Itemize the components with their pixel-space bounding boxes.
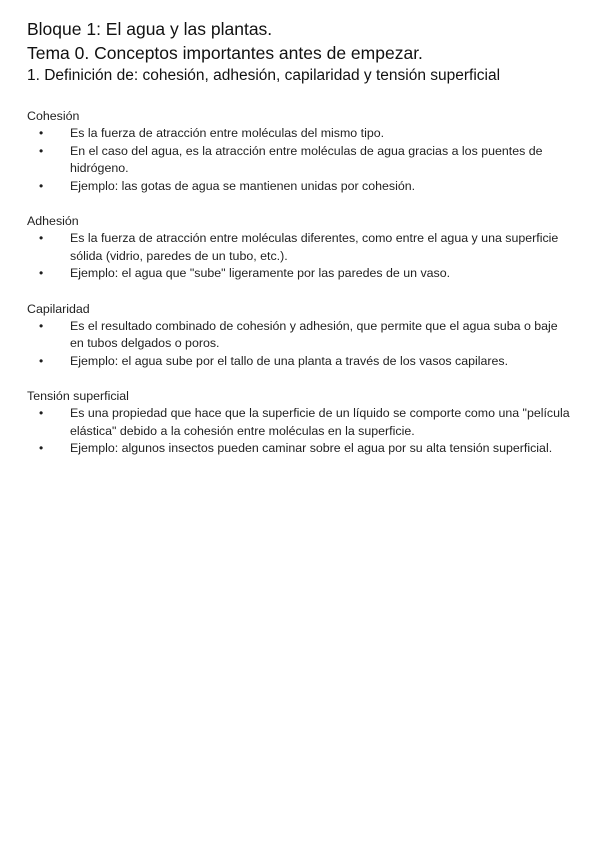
bullet-icon: • bbox=[39, 441, 44, 455]
list-item-text: Ejemplo: el agua sube por el tallo de una planta a través de los vasos capilares. bbox=[70, 353, 509, 368]
section-tension-superficial bbox=[27, 388, 574, 458]
section-cohesion bbox=[27, 108, 574, 195]
bullet-icon: • bbox=[39, 178, 44, 193]
bullet-list bbox=[27, 125, 574, 195]
bullet-icon: • bbox=[39, 231, 44, 245]
list-item bbox=[27, 265, 574, 283]
list-item-text: Ejemplo: el agua que "sube" ligeramente por las paredes de un vaso. bbox=[70, 266, 451, 280]
section-title: Capilaridad bbox=[27, 301, 90, 316]
bullet-list bbox=[27, 230, 574, 283]
topic-title: Tema 0. Conceptos importantes antes de empezar. bbox=[27, 43, 423, 63]
bullet-list bbox=[27, 318, 574, 371]
section-adhesion bbox=[27, 213, 574, 283]
bullet-icon: • bbox=[39, 353, 44, 368]
list-item-text: Es el resultado combinado de cohesión y adhesión, que permite que el agua suba o baje en tubos delgados o poros. bbox=[70, 318, 558, 350]
list-item-text: En el caso del agua, es la atracción entre moléculas de agua gracias a los puentes de hidrógeno. bbox=[70, 143, 543, 175]
subtopic-title: 1. Definición de: cohesión, adhesión, capilaridad y tensión superficial bbox=[27, 67, 501, 84]
bullet-icon: • bbox=[39, 126, 44, 140]
list-item-text: Es la fuerza de atracción entre moléculas del mismo tipo. bbox=[70, 126, 385, 140]
bullet-list bbox=[27, 405, 574, 458]
list-item bbox=[27, 178, 574, 196]
list-item-text: Ejemplo: las gotas de agua se mantienen unidas por cohesión. bbox=[70, 178, 416, 193]
list-item bbox=[27, 440, 574, 458]
bullet-icon: • bbox=[39, 318, 44, 333]
bullet-icon: • bbox=[39, 266, 44, 280]
list-item bbox=[27, 353, 574, 371]
bullet-icon: • bbox=[39, 406, 44, 420]
section-title: Adhesión bbox=[27, 214, 79, 228]
list-item-text: Es una propiedad que hace que la superficie de un líquido se comporte como una "película elástica" debido a la cohesión entre moléculas en la superficie. bbox=[70, 406, 570, 438]
list-item bbox=[27, 125, 574, 143]
list-item bbox=[27, 405, 574, 440]
bullet-icon: • bbox=[39, 143, 44, 158]
list-item bbox=[27, 230, 574, 265]
section-title: Cohesión bbox=[27, 109, 80, 123]
list-item-text: Es la fuerza de atracción entre moléculas diferentes, como entre el agua y una superficie sólida (vidrio, paredes de un tubo, etc.). bbox=[70, 231, 559, 263]
list-item-text: Ejemplo: algunos insectos pueden caminar sobre el agua por su alta tensión superficial. bbox=[70, 441, 553, 455]
list-item bbox=[27, 318, 574, 353]
list-item bbox=[27, 143, 574, 178]
section-capilaridad bbox=[27, 301, 574, 371]
section-title: Tensión superficial bbox=[27, 389, 129, 403]
block-title: Bloque 1: El agua y las plantas. bbox=[27, 19, 273, 39]
